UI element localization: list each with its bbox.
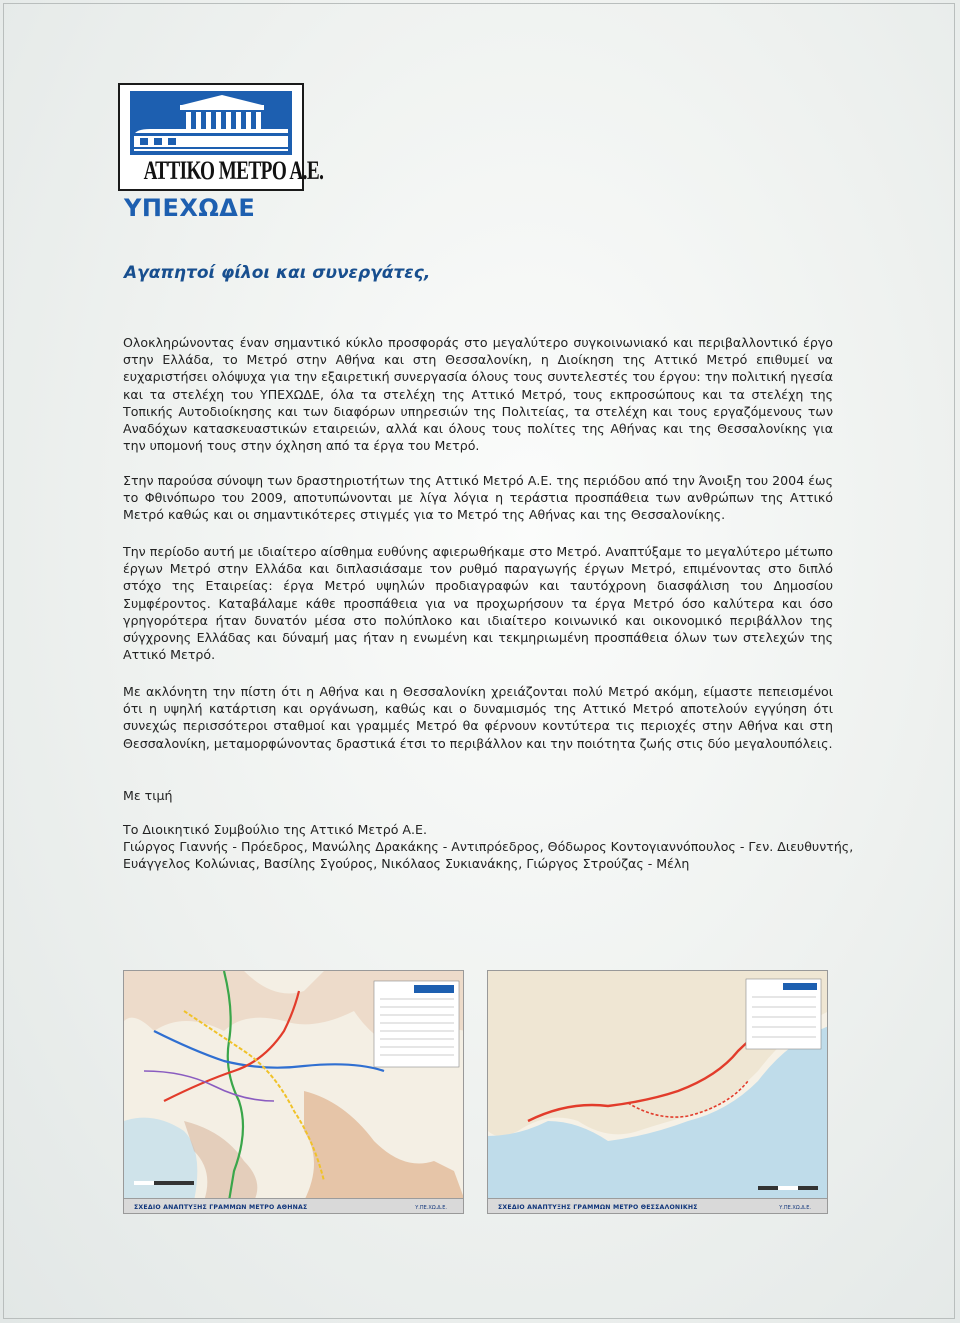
signature-block: [123, 821, 854, 873]
logo-text: ΑΤΤΙΚΟ ΜΕΤΡΟ Α.Ε.: [143, 156, 324, 185]
paragraph-4: [123, 683, 833, 752]
attiko-metro-logo: [118, 83, 324, 191]
map-title-bar: [124, 1198, 463, 1213]
map-title-bar: [488, 1198, 827, 1213]
map-ministry-label: Υ.ΠΕ.ΧΩ.Δ.Ε.: [779, 1205, 811, 1211]
signature-line: Το Διοικητικό Συμβούλιο της Αττικό Μετρό Α.Ε.: [123, 822, 427, 837]
thessaloniki-map-image: [488, 971, 828, 1201]
greeting-heading: Αγαπητοί φίλοι και συνεργάτες,: [124, 263, 431, 283]
athens-metro-map: [123, 970, 464, 1214]
signature-line: Ευάγγελος Κολώνιας, Βασίλης Σγούρος, Νικόλαος Συκιανάκης, Γιώργος Στρούζας - Μέλη: [123, 856, 690, 872]
paragraph-text: Στην παρούσα σύνοψη των δραστηριοτήτων της Αττικό Μετρό Α.Ε. της περιόδου από την Άνοιξη του 2004 έως το Φθινόπωρο του 2009, αποτυπώνονται με λίγα λόγια η τεράστια προσπάθεια των ανθρώπων της Αττικό Μετρό καθώς και οι σημαντικότερες στιγμές για το Μετρό της Αθήνας και της Θεσσαλονίκης.: [123, 473, 833, 523]
athens-map-image: [124, 971, 464, 1201]
thessaloniki-metro-map: [487, 970, 828, 1214]
paragraph-3: [123, 543, 833, 663]
acropolis-train-icon: [130, 91, 292, 155]
paragraph-text: Την περίοδο αυτή με ιδιαίτερο αίσθημα ευθύνης αφιερωθήκαμε στο Μετρό. Αναπτύξαμε το μεγαλύτερο μέτωπο έργων Μετρό στην Ελλάδα και διπλασιάσαμε τον ρυθμό παραγωγής έργων Μετρό, επιμένοντας στο διπλό στόχο της Εταιρείας: έργα Μετρό υψηλών προδιαγραφών και ταυτόχρονη διασφάλιση του Δημοσίου Συμφέροντος. Καταβάλαμε κάθε προσπάθεια για να προχωρήσουν τα έργα Μετρό όσο καλύτερα και όσο γρηγορότερα ήταν δυνατόν μέσα στο πολύπλοκο και ιδιαίτερο κοινωνικό και οικονομικό περιβάλλον της σύγχρονης Ελλάδας και δύναμή μας ήταν η ενωμένη και τεκμηριωμένη προσπάθεια όλων των στελεχών της Αττικό Μετρό.: [123, 544, 833, 663]
paragraph-1: [123, 334, 833, 454]
map-title: ΣΧΕΔΙΟ ΑΝΑΠΤΥΞΗΣ ΓΡΑΜΜΩΝ ΜΕΤΡΟ ΘΕΣΣΑΛΟΝΙΚΗΣ: [498, 1204, 698, 1211]
paragraph-2: [123, 472, 833, 524]
closing-salutation: Με τιμή: [123, 788, 173, 803]
map-ministry-label: Υ.ΠΕ.ΧΩ.Δ.Ε.: [415, 1205, 447, 1211]
map-title: ΣΧΕΔΙΟ ΑΝΑΠΤΥΞΗΣ ΓΡΑΜΜΩΝ ΜΕΤΡΟ ΑΘΗΝΑΣ: [134, 1204, 308, 1211]
paragraph-text: Με ακλόνητη την πίστη ότι η Αθήνα και η Θεσσαλονίκη χρειάζονται πολύ Μετρό ακόμη, είμαστε πεπεισμένοι ότι η υψηλή κατάρτιση και οργάνωση, καθώς και ο δυναμισμός της Αττικό Μετρό αποτελούν εγγύηση ότι συνεχώς περισσότεροι σταθμοί και γραμμές Μετρό θα φέρνουν κοντύτερα τις περιοχές στην Αθήνα και στη Θεσσαλονίκη, μεταμορφώνοντας δραστικά έτσι το περιβάλλον και την ποιότητα ζωής στις δύο μεγαλουπόλεις.: [123, 684, 833, 751]
ministry-logo-text: ΥΠΕΧΩΔΕ: [124, 194, 256, 222]
signature-line: Γιώργος Γιαννής - Πρόεδρος, Μανώλης Δρακάκης - Αντιπρόεδρος, Θόδωρος Κοντογιαννόπουλος - Γεν. Διευθυντής,: [123, 839, 854, 855]
paragraph-text: Ολοκληρώνοντας έναν σημαντικό κύκλο προσφοράς στο μεγαλύτερο συγκοινωνιακό και περιβαλλοντικό έργο στην Ελλάδα, το Μετρό στην Αθήνα και στη Θεσσαλονίκη, η Διοίκηση της Αττικό Μετρό επιθυμεί να ευχαριστήσει ολόψυχα για την εξαιρετική συνεργασία όλους τους συντελεστές του έργου: την πολιτική ηγεσία και τα στελέχη του ΥΠΕΧΩΔΕ, όλα τα στελέχη της Αττικό Μετρό, τους εκπροσώπους και τα στελέχη της Τοπικής Αυτοδιοίκησης και των διαφόρων υπηρεσιών της Πολιτείας, τα στελέχη και τους εργαζόμενους των Αναδόχων κατασκευαστικών εταιρειών, αλλά και όλους τους πολίτες της Αθήνας και της Θεσσαλονίκης για την υπομονή τους στην όχληση από τα έργα του Μετρό.: [123, 335, 833, 454]
